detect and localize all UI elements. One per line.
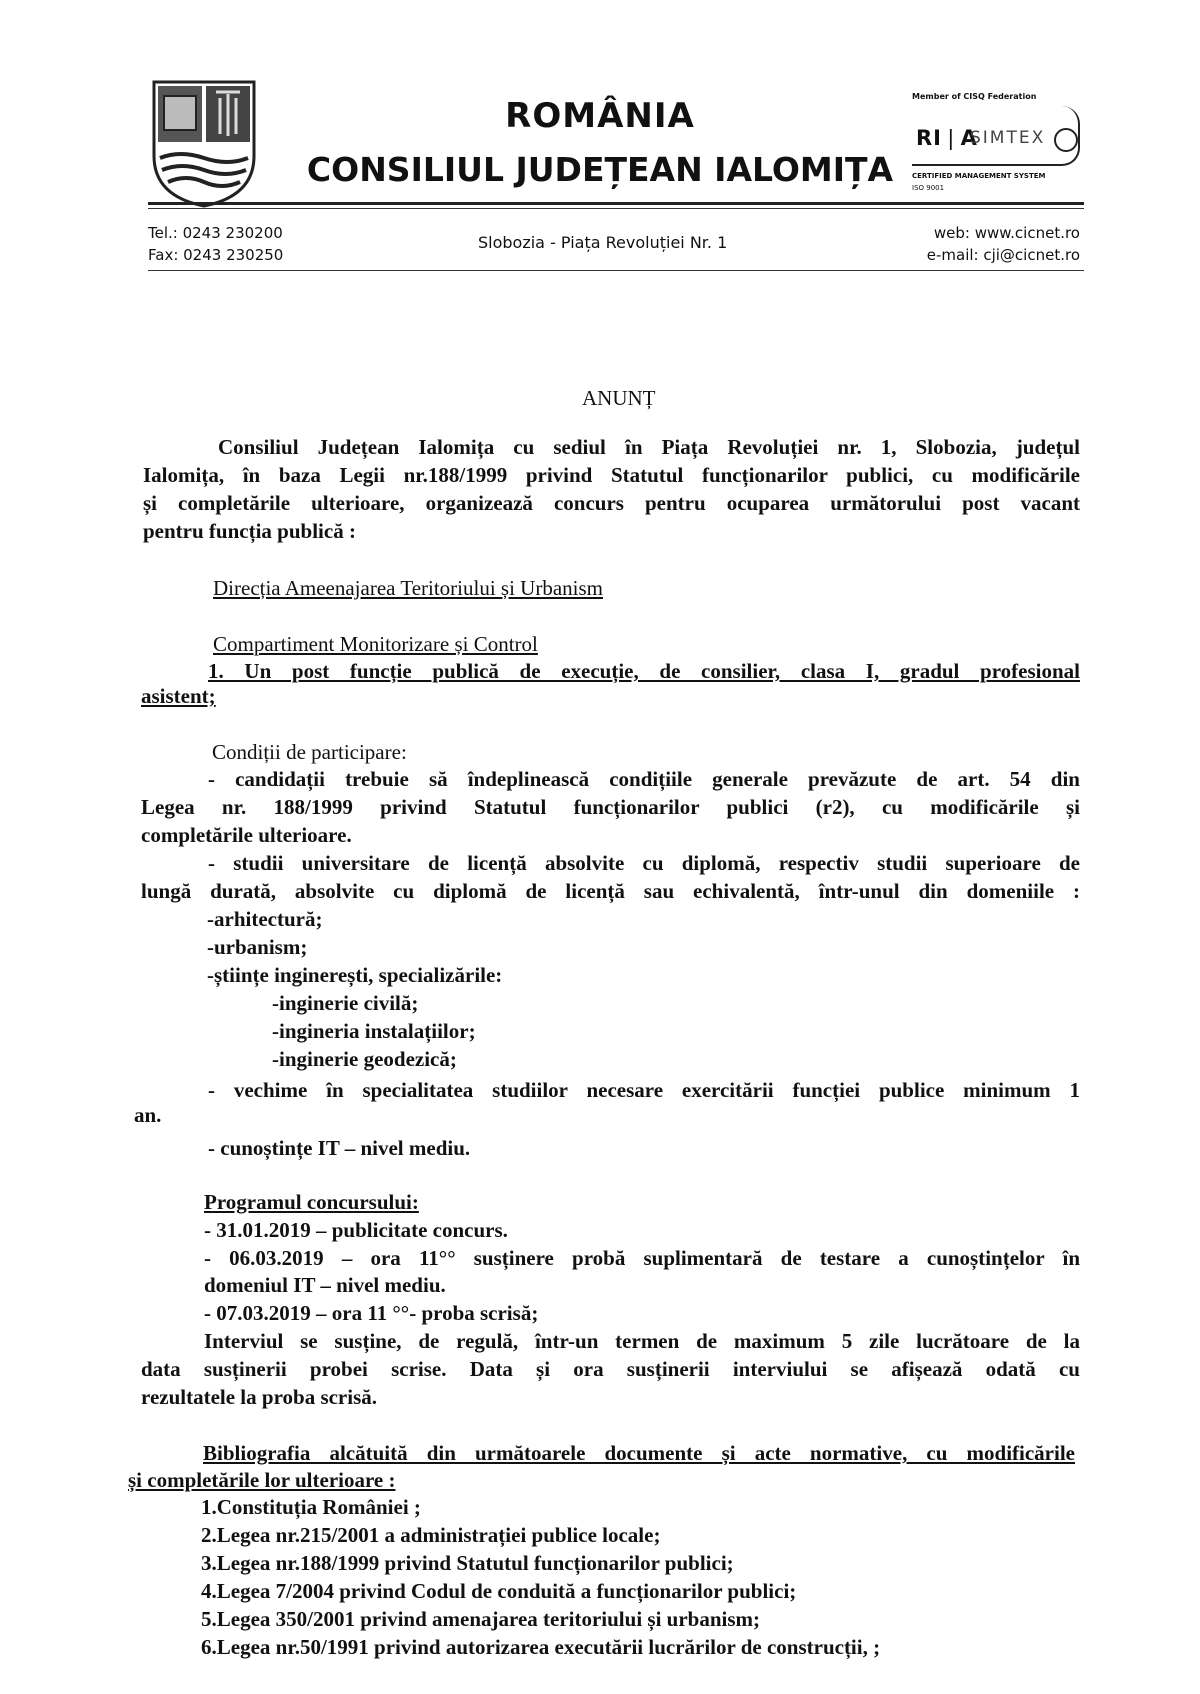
globe-icon bbox=[1054, 128, 1078, 152]
condition-domain: -științe inginerești, specializările: bbox=[207, 963, 503, 987]
contact-fax: Fax: 0243 230250 bbox=[148, 246, 284, 264]
bibliography-item: 2.Legea nr.215/2001 a administrației publice locale; bbox=[201, 1523, 661, 1547]
program-line: rezultatele la proba scrisă. bbox=[141, 1385, 378, 1409]
condition-domain: -urbanism; bbox=[207, 935, 308, 959]
directorate-heading: Direcția Ameenajarea Teritoriului și Urbanism bbox=[213, 576, 604, 600]
contact-tel: Tel.: 0243 230200 bbox=[148, 224, 283, 242]
cert-system-text: CERTIFIED MANAGEMENT SYSTEM bbox=[912, 172, 1046, 180]
conditions-heading: Condiții de participare: bbox=[212, 740, 407, 764]
condition-specialization: -inginerie civilă; bbox=[272, 991, 419, 1015]
condition-line: Legea nr. 188/1999 privind Statutul funcționarilor publici (r2), cu modificările și bbox=[141, 795, 1080, 819]
program-line: - 07.03.2019 – ora 11 °°- proba scrisă; bbox=[204, 1301, 539, 1325]
county-coat-of-arms bbox=[150, 78, 258, 210]
bibliography-heading-cont: și completările lor ulterioare : bbox=[128, 1468, 396, 1492]
cert-member-text: Member of CISQ Federation bbox=[912, 92, 1037, 101]
contact-phone-fax bbox=[148, 222, 283, 266]
document-title: ANUNȚ bbox=[582, 386, 656, 410]
bibliography-heading: Bibliografia alcătuită din următoarele documente și acte normative, cu modificările bbox=[203, 1441, 1075, 1465]
letterhead-divider-top-thin bbox=[148, 208, 1084, 209]
condition-line: - candidații trebuie să îndeplinească condițiile generale prevăzute de art. 54 din bbox=[208, 767, 1080, 791]
intro-line: Consiliul Județean Ialomița cu sediul în Piața Revoluției nr. 1, Slobozia, județul bbox=[218, 435, 1080, 459]
compartment-heading: Compartiment Monitorizare și Control bbox=[213, 632, 538, 656]
post-description: 1. Un post funcție publică de execuție, de consilier, clasa I, gradul profesional bbox=[208, 659, 1080, 683]
letterhead-institution: CONSILIUL JUDEȚEAN IALOMIȚA bbox=[306, 150, 894, 189]
bibliography-item: 1.Constituția României ; bbox=[201, 1495, 421, 1519]
post-description-cont: asistent; bbox=[141, 684, 216, 708]
contact-email: e-mail: cji@cicnet.ro bbox=[926, 246, 1080, 264]
condition-domain: -arhitectură; bbox=[207, 907, 323, 931]
condition-line: completările ulterioare. bbox=[141, 823, 352, 847]
cert-rina: RI❘A bbox=[916, 126, 978, 150]
program-line: Interviul se susține, de regulă, într-un termen de maximum 5 zile lucrătoare de la bbox=[204, 1329, 1080, 1353]
cert-simtex: SIMTEX bbox=[970, 128, 1046, 148]
bibliography-item: 4.Legea 7/2004 privind Codul de conduită a funcționarilor publici; bbox=[201, 1579, 797, 1603]
program-line: domeniul IT – nivel mediu. bbox=[204, 1273, 446, 1297]
cert-iso-text: ISO 9001 bbox=[912, 184, 945, 192]
letterhead-country: ROMÂNIA bbox=[505, 96, 695, 136]
letterhead-divider-bottom bbox=[148, 270, 1084, 271]
condition-line: lungă durată, absolvite cu diplomă de licență sau echivalentă, într-unul din domeniile : bbox=[141, 879, 1080, 903]
bibliography-item: 6.Legea nr.50/1991 privind autorizarea executării lucrărilor de construcții, ; bbox=[201, 1635, 881, 1659]
contact-web-email bbox=[927, 222, 1080, 266]
condition-line: - vechime în specialitatea studiilor necesare exercitării funcției publice minimum 1 bbox=[208, 1078, 1080, 1102]
certification-logo bbox=[912, 92, 1082, 200]
program-heading: Programul concursului: bbox=[204, 1190, 419, 1214]
contact-web: web: www.cicnet.ro bbox=[933, 224, 1080, 242]
program-line: - 31.01.2019 – publicitate concurs. bbox=[204, 1218, 508, 1242]
condition-specialization: -inginerie geodezică; bbox=[272, 1047, 457, 1071]
intro-line: pentru funcția publică : bbox=[143, 519, 356, 543]
letterhead-divider-top bbox=[148, 202, 1084, 205]
bibliography-item: 3.Legea nr.188/1999 privind Statutul funcționarilor publici; bbox=[201, 1551, 734, 1575]
bibliography-item: 5.Legea 350/2001 privind amenajarea teritoriului și urbanism; bbox=[201, 1607, 761, 1631]
condition-line: - cunoștințe IT – nivel mediu. bbox=[208, 1136, 471, 1160]
condition-line: - studii universitare de licență absolvite cu diplomă, respectiv studii superioare de bbox=[208, 851, 1080, 875]
condition-line: an. bbox=[134, 1103, 162, 1127]
contact-address: Slobozia - Piața Revoluției Nr. 1 bbox=[478, 233, 728, 252]
program-line: data susținerii probei scrise. Data și ora susținerii interviului se afișează odată cu bbox=[141, 1357, 1080, 1381]
program-line: - 06.03.2019 – ora 11°° susținere probă suplimentară de testare a cunoștințelor în bbox=[204, 1246, 1080, 1270]
intro-line: și completările ulterioare, organizează concurs pentru ocuparea următorului post vacant bbox=[143, 491, 1080, 515]
intro-line: Ialomița, în baza Legii nr.188/1999 privind Statutul funcționarilor publici, cu modificările bbox=[143, 463, 1080, 487]
condition-specialization: -ingineria instalațiilor; bbox=[272, 1019, 476, 1043]
